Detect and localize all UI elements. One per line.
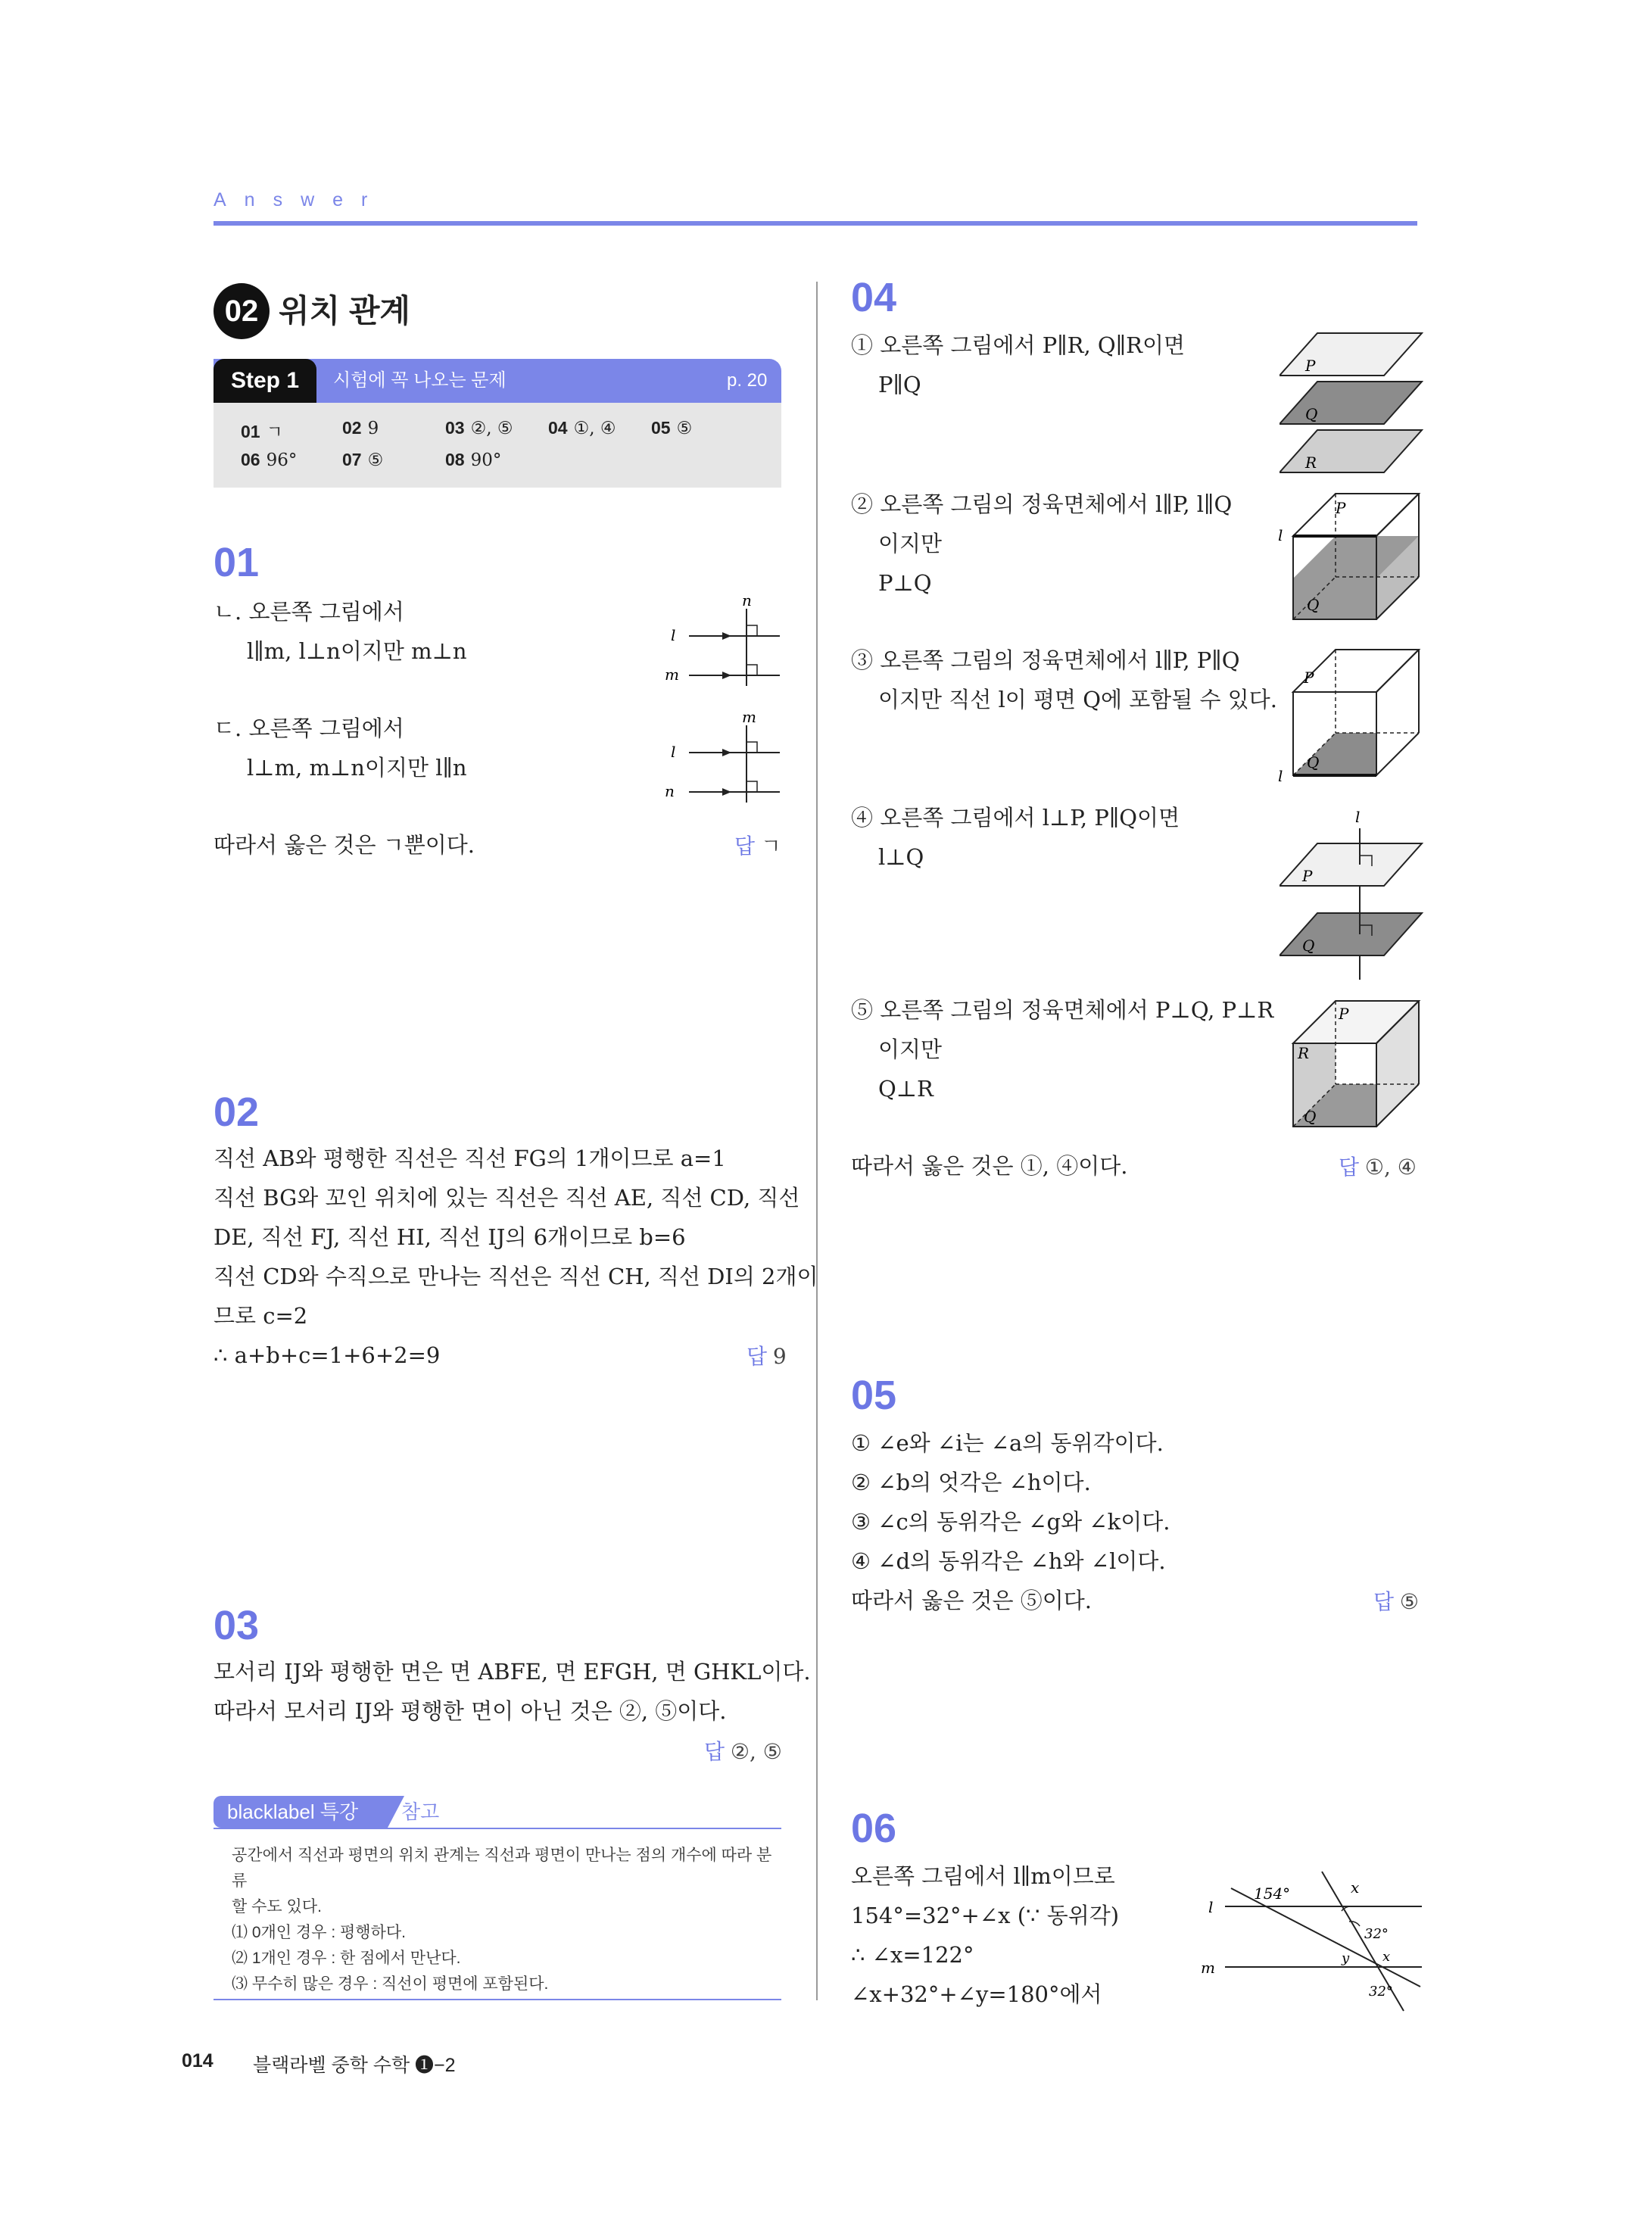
book-title: 블랙라벨 중학 수학 ❶−2 bbox=[253, 2055, 456, 2076]
header-rule bbox=[214, 221, 1417, 226]
solution-line: l⊥m, m⊥n이지만 l∥n bbox=[247, 755, 467, 781]
svg-text:y: y bbox=[1342, 1950, 1350, 1966]
solution-line: 모서리 IJ와 평행한 면은 면 ABFE, 면 EFGH, 면 GHKL이다. bbox=[214, 1659, 811, 1685]
solution-line: ㄷ. 오른쪽 그림에서 bbox=[214, 715, 404, 741]
quick-answer: 07 ⑤ bbox=[342, 450, 384, 470]
answer-header-label: Answer bbox=[214, 189, 386, 210]
svg-text:32°: 32° bbox=[1364, 1926, 1389, 1942]
svg-text:l: l bbox=[1278, 526, 1283, 544]
solution-line: ① ∠e와 ∠i는 ∠a의 동위각이다. bbox=[851, 1430, 1164, 1456]
blacklabel-tag: blacklabel 특강 bbox=[214, 1796, 388, 1828]
quick-answer: 01 ㄱ bbox=[241, 422, 283, 442]
svg-text:P: P bbox=[1302, 867, 1313, 885]
svg-text:m: m bbox=[1201, 1959, 1215, 1977]
quick-answer: 02 9 bbox=[342, 418, 379, 438]
problem-number: 02 bbox=[214, 1089, 260, 1135]
solution-line: 므로 c=2 bbox=[214, 1303, 308, 1329]
svg-text:154°: 154° bbox=[1254, 1884, 1291, 1903]
svg-text:32°: 32° bbox=[1369, 1984, 1393, 2000]
page-number: 014 bbox=[182, 2050, 214, 2071]
blacklabel-body: 공간에서 직선과 평면의 위치 관계는 직선과 평면이 만나는 점의 개수에 따라 분류 할 수도 있다. ⑴ 0개인 경우 : 평행하다. ⑵ 1개인 경우 : 한 점에서 만난다. ⑶ 무수히 많은 경우 : 직선이 평면에 포함된다. bbox=[232, 1847, 772, 1993]
solution-line: 이지만 bbox=[878, 531, 943, 556]
answer-mark: 답 ①, ④ bbox=[1339, 1155, 1417, 1180]
svg-text:Q: Q bbox=[1304, 1108, 1317, 1126]
solution-line: ② 오른쪽 그림의 정육면체에서 l∥P, l∥Q bbox=[851, 491, 1233, 517]
quick-answer: 08 90° bbox=[445, 450, 502, 470]
svg-text:l: l bbox=[671, 743, 676, 761]
svg-text:m: m bbox=[665, 666, 679, 684]
problem-number: 05 bbox=[851, 1373, 897, 1418]
svg-text:P: P bbox=[1304, 669, 1314, 687]
solution-line: ② ∠b의 엇각은 ∠h이다. bbox=[851, 1470, 1091, 1495]
step-subtitle: 시험에 꼭 나오는 문제 bbox=[333, 370, 507, 391]
problem-number: 06 bbox=[851, 1806, 897, 1851]
solution-line: 직선 AB와 평행한 직선은 직선 FG의 1개이므로 a=1 bbox=[214, 1146, 726, 1171]
solution-line: ⑤ 오른쪽 그림의 정육면체에서 P⊥Q, P⊥R bbox=[851, 997, 1274, 1023]
solution-line: 따라서 모서리 IJ와 평행한 면이 아닌 것은 ②, ⑤이다. bbox=[214, 1698, 727, 1724]
svg-text:x: x bbox=[1382, 1949, 1391, 1965]
figure-01a bbox=[659, 589, 787, 687]
svg-text:Q: Q bbox=[1305, 405, 1318, 423]
blacklabel-bottom-rule bbox=[214, 1999, 781, 2000]
figure-04-2-cube bbox=[1276, 491, 1425, 625]
column-divider bbox=[816, 282, 818, 2000]
svg-text:l: l bbox=[1278, 767, 1283, 783]
svg-text:R: R bbox=[1305, 454, 1317, 472]
solution-line: 이지만 직선 l이 평면 Q에 포함될 수 있다. bbox=[878, 687, 1278, 712]
svg-text:P: P bbox=[1336, 499, 1346, 517]
svg-text:R: R bbox=[1298, 1044, 1310, 1062]
svg-text:l: l bbox=[671, 626, 676, 644]
solution-line: ∠x+32°+∠y=180°에서 bbox=[851, 1981, 1102, 2007]
svg-text:Q: Q bbox=[1307, 596, 1320, 614]
solution-line: ① 오른쪽 그림에서 P∥R, Q∥R이면 bbox=[851, 332, 1185, 358]
quick-answer-panel bbox=[214, 403, 781, 488]
svg-text:Q: Q bbox=[1302, 937, 1315, 955]
blacklabel-rule bbox=[214, 1828, 781, 1829]
blacklabel-ref: 참고 bbox=[401, 1800, 440, 1823]
solution-line: 직선 CD와 수직으로 만나는 직선은 직선 CH, 직선 DI의 2개이 bbox=[214, 1264, 818, 1289]
solution-line: 오른쪽 그림에서 l∥m이므로 bbox=[851, 1863, 1115, 1889]
solution-line: 154°=32°+∠x (∵ 동위각) bbox=[851, 1903, 1120, 1928]
quick-answer: 06 96° bbox=[241, 450, 298, 470]
solution-line: Q⊥R bbox=[878, 1076, 934, 1102]
solution-line: ④ ∠d의 동위각은 ∠h와 ∠l이다. bbox=[851, 1548, 1166, 1574]
svg-text:l: l bbox=[1355, 808, 1361, 826]
solution-line: 따라서 옳은 것은 ㄱ뿐이다. bbox=[214, 832, 475, 858]
solution-line: ③ ∠c의 동위각은 ∠g와 ∠k이다. bbox=[851, 1509, 1170, 1535]
solution-line: P∥Q bbox=[878, 372, 921, 397]
quick-answer: 03 ②, ⑤ bbox=[445, 418, 513, 438]
solution-line: l⊥Q bbox=[878, 844, 924, 870]
problem-number: 03 bbox=[214, 1603, 260, 1648]
solution-line: DE, 직선 FJ, 직선 HI, 직선 IJ의 6개이므로 b=6 bbox=[214, 1224, 686, 1250]
figure-04-1-planes bbox=[1280, 330, 1423, 478]
quick-answer: 04 ①, ④ bbox=[548, 418, 616, 438]
solution-line: 따라서 옳은 것은 ①, ④이다. bbox=[851, 1153, 1128, 1179]
section-number-badge: 02 bbox=[214, 283, 270, 339]
problem-number: 04 bbox=[851, 275, 897, 320]
svg-text:P: P bbox=[1305, 357, 1316, 375]
solution-line: ∴ ∠x=122° bbox=[851, 1942, 974, 1968]
svg-text:x: x bbox=[1351, 1878, 1360, 1897]
answer-mark: 답 ②, ⑤ bbox=[704, 1739, 782, 1764]
svg-text:P: P bbox=[1339, 1005, 1349, 1023]
solution-line: 직선 BG와 꼬인 위치에 있는 직선은 직선 AE, 직선 CD, 직선 bbox=[214, 1185, 800, 1211]
step-page-ref: p. 20 bbox=[727, 370, 768, 391]
svg-text:n: n bbox=[742, 591, 752, 609]
solution-line: ㄴ. 오른쪽 그림에서 bbox=[214, 599, 404, 625]
answer-mark: 답 ㄱ bbox=[734, 834, 781, 859]
svg-text:Q: Q bbox=[1307, 753, 1320, 771]
solution-line: 따라서 옳은 것은 ⑤이다. bbox=[851, 1588, 1092, 1613]
answer-mark: 답 9 bbox=[747, 1344, 787, 1369]
solution-line: ∴ a+b+c=1+6+2=9 bbox=[214, 1342, 441, 1368]
quick-answer: 05 ⑤ bbox=[651, 418, 693, 438]
answer-mark: 답 ⑤ bbox=[1373, 1589, 1419, 1614]
svg-text:m: m bbox=[742, 708, 756, 726]
solution-line: P⊥Q bbox=[878, 570, 932, 596]
figure-06-angles bbox=[1201, 1862, 1425, 2014]
figure-04-5-cube bbox=[1276, 996, 1425, 1133]
problem-number: 01 bbox=[214, 540, 260, 585]
svg-text:n: n bbox=[665, 782, 675, 800]
solution-line: ④ 오른쪽 그림에서 l⊥P, P∥Q이면 bbox=[851, 805, 1180, 831]
solution-line: 이지만 bbox=[878, 1036, 943, 1062]
figure-01b bbox=[659, 706, 787, 804]
figure-04-4-planes bbox=[1280, 806, 1428, 981]
section-title: 위치 관계 bbox=[279, 293, 410, 329]
figure-04-3-cube bbox=[1276, 645, 1425, 783]
step-label: Step 1 bbox=[214, 359, 316, 403]
solution-line: l∥m, l⊥n이지만 m⊥n bbox=[247, 638, 467, 664]
svg-text:l: l bbox=[1208, 1898, 1214, 1916]
solution-line: ③ 오른쪽 그림의 정육면체에서 l∥P, P∥Q bbox=[851, 647, 1240, 673]
